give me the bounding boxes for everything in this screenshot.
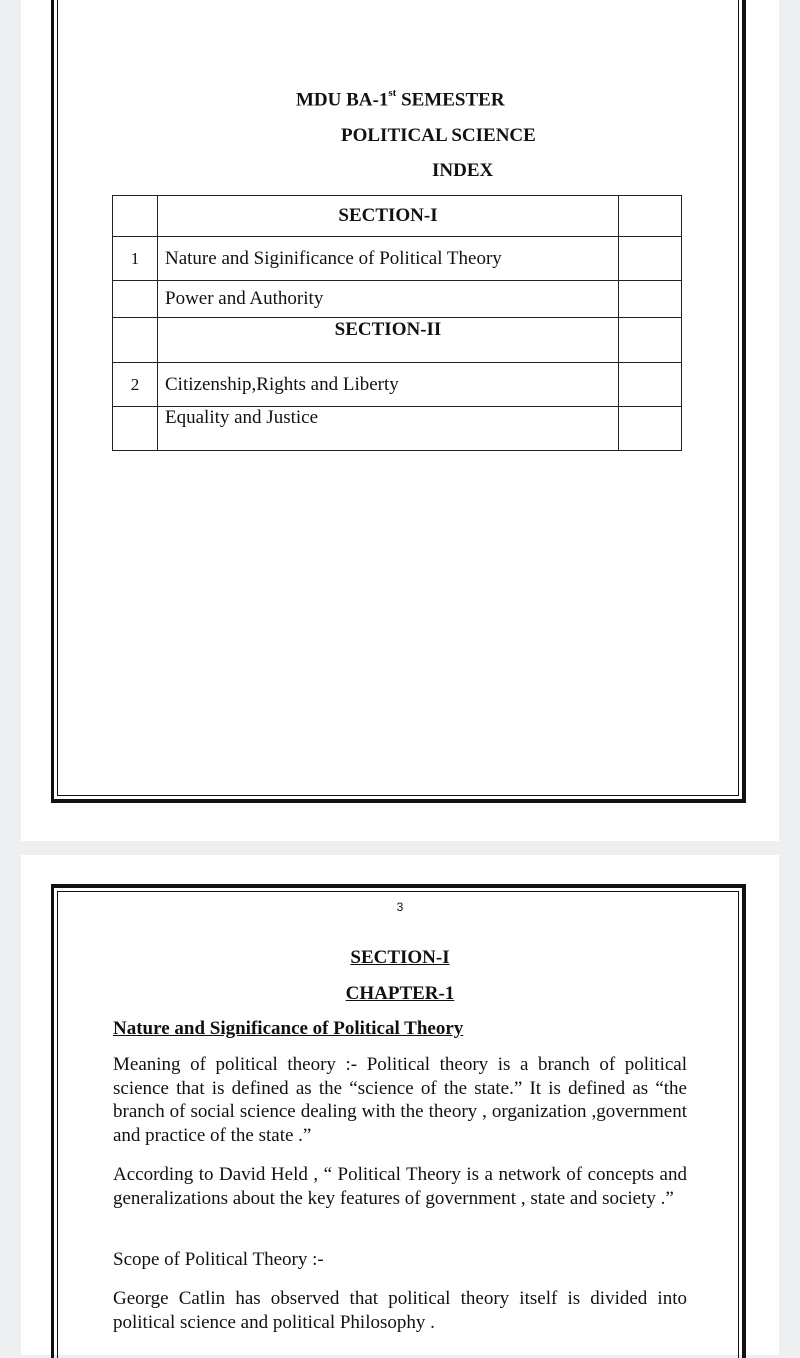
index-item: Power and Authority <box>158 281 619 318</box>
index-heading: INDEX <box>432 160 494 181</box>
table-row <box>113 237 682 281</box>
paragraph-catlin: George Catlin has observed that political theory itself is divided into political science and political Philosophy . <box>113 1288 687 1333</box>
index-item: Citizenship,Rights and Liberty <box>158 363 619 407</box>
table-row <box>113 363 682 407</box>
section-1-label: SECTION-I <box>158 196 619 237</box>
section-2-label: SECTION-II <box>158 318 619 363</box>
index-item: Nature and Siginificance of Political Theory <box>158 237 619 281</box>
index-item: Equality and Justice <box>158 407 619 451</box>
section-heading: SECTION-I <box>350 947 450 968</box>
row-number: 2 <box>113 363 158 407</box>
page-number: 3 <box>396 900 404 914</box>
paragraph-held-quote: According to David Held , “ Political Theory is a network of concepts and generalizations about the key features of government , state and society .” <box>113 1164 687 1209</box>
semester-heading: MDU BA-1st SEMESTER <box>296 87 505 111</box>
table-row <box>113 281 682 318</box>
paragraph-meaning: Meaning of political theory :- Political theory is a branch of political science that is defined as the “science of the state.” It is defined as “the branch of social science dealing with the theory , organization ,government and practice of the state .” <box>113 1054 687 1146</box>
chapter-title: Nature and Significance of Political Theory <box>113 1018 464 1039</box>
subject-heading: POLITICAL SCIENCE <box>341 125 536 146</box>
table-row <box>113 318 682 363</box>
table-row <box>113 407 682 451</box>
index-table <box>112 195 682 451</box>
chapter-heading: CHAPTER-1 <box>345 983 455 1004</box>
paragraph-scope-heading: Scope of Political Theory :- <box>113 1249 324 1270</box>
row-number: 1 <box>113 237 158 281</box>
table-row <box>113 196 682 237</box>
